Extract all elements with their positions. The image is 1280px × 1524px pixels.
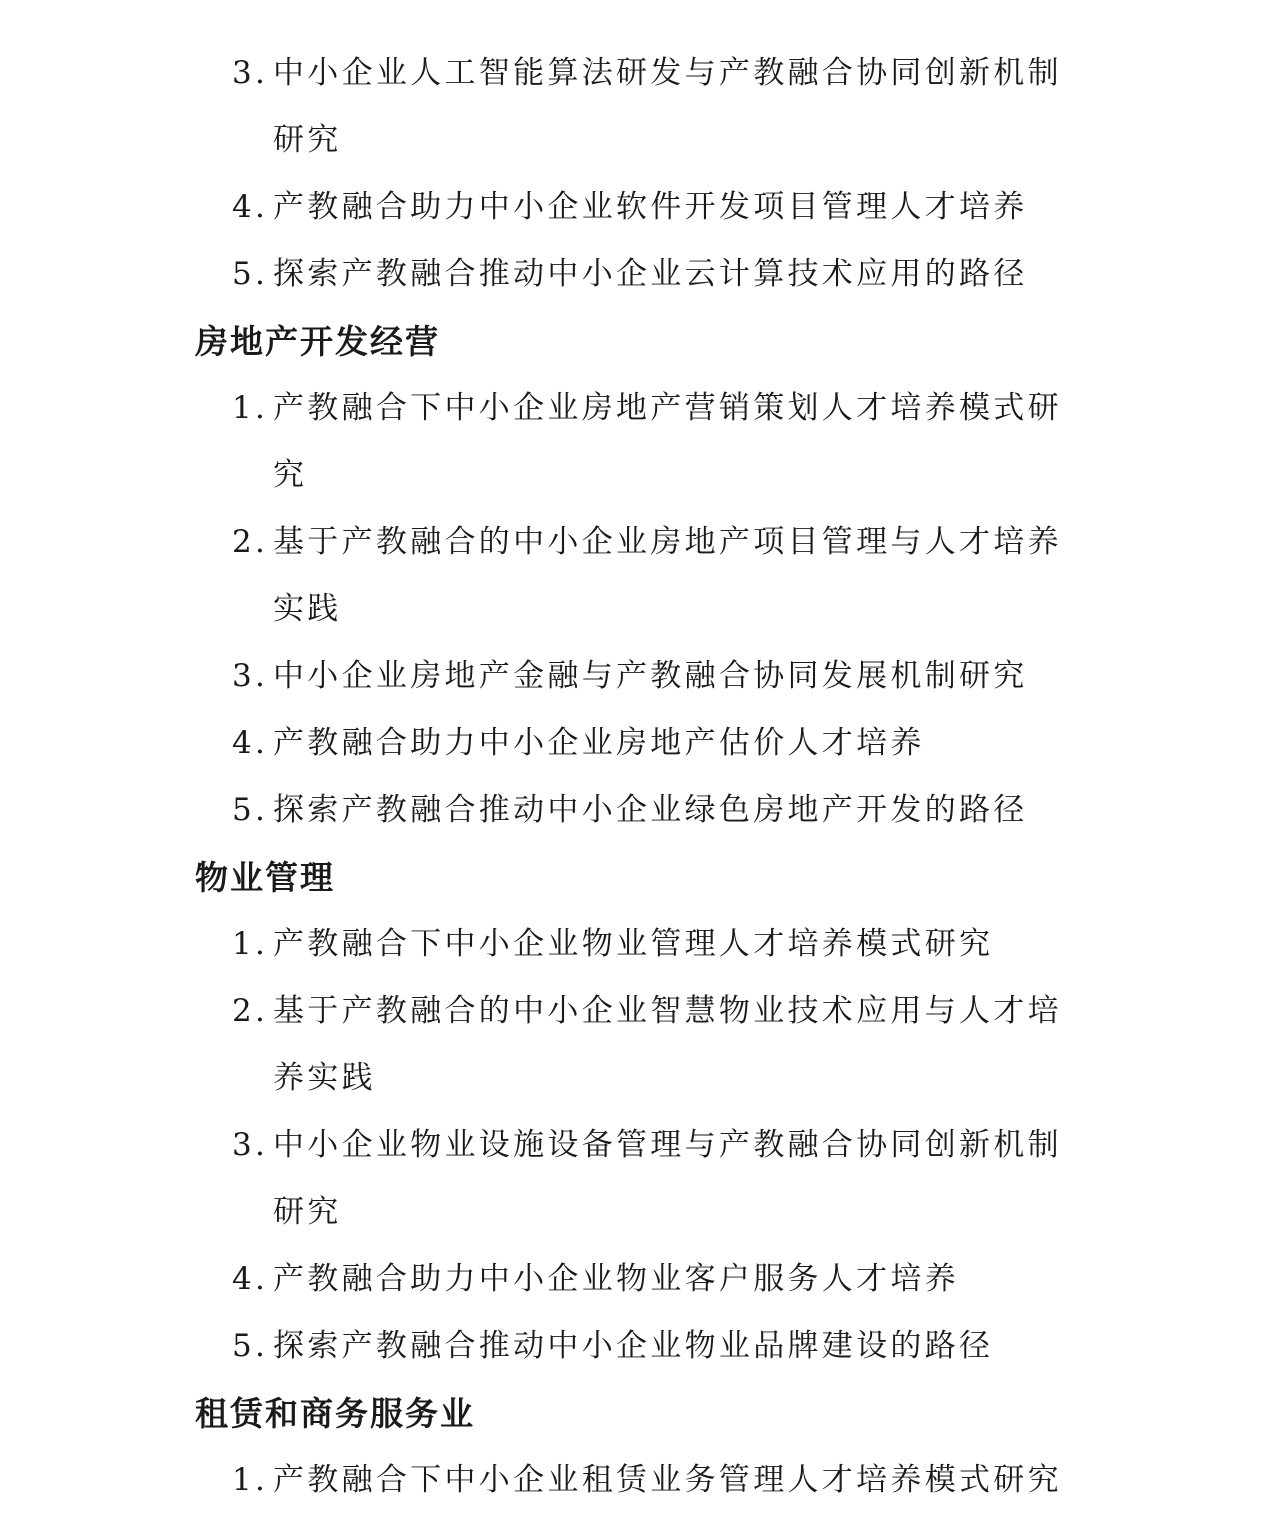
list-item (0, 777, 1280, 844)
list-item-text: 探索产教融合推动中小企业绿色房地产开发的路径 (273, 792, 1028, 828)
list-item-number: 4. (232, 189, 269, 225)
list-item-line (0, 1112, 1280, 1179)
list-item-line (0, 241, 1280, 308)
list-item-text: 中小企业房地产金融与产教融合协同发展机制研究 (273, 658, 1028, 694)
list-item-number: 5. (232, 1328, 269, 1364)
list-item-line (0, 777, 1280, 844)
list-item-line (0, 1447, 1280, 1514)
list-item-text: 研究 (273, 122, 342, 158)
list-item (0, 643, 1280, 710)
list-item-number: 3. (232, 55, 269, 91)
list-item-line (0, 978, 1280, 1045)
list-item-number: 5. (232, 256, 269, 292)
list-item-text: 产教融合下中小企业物业管理人才培养模式研究 (273, 926, 994, 962)
list-item (0, 1112, 1280, 1246)
list-item (0, 1313, 1280, 1380)
section (0, 1380, 1280, 1514)
list-item-text: 养实践 (273, 1060, 376, 1096)
list-item-line (0, 643, 1280, 710)
list-item (0, 710, 1280, 777)
list-item (0, 241, 1280, 308)
list-item-text: 基于产教融合的中小企业智慧物业技术应用与人才培 (273, 993, 1062, 1029)
list-item (0, 174, 1280, 241)
list-item-text: 中小企业物业设施设备管理与产教融合协同创新机制 (273, 1127, 1062, 1163)
list-item-line (0, 710, 1280, 777)
list-item-text: 研究 (273, 1194, 342, 1230)
list-item-line (0, 1179, 1280, 1246)
list-item-number: 1. (232, 1462, 269, 1498)
list-item-text: 产教融合助力中小企业软件开发项目管理人才培养 (273, 189, 1028, 225)
list-item-number: 1. (232, 390, 269, 426)
list-item (0, 40, 1280, 174)
list-item-text: 中小企业人工智能算法研发与产教融合协同创新机制 (273, 55, 1062, 91)
list-item-number: 3. (232, 1127, 269, 1163)
list-item-line (0, 509, 1280, 576)
list-item-text: 实践 (273, 591, 342, 627)
list-item-number: 1. (232, 926, 269, 962)
list-item-text: 产教融合下中小企业房地产营销策划人才培养模式研 (273, 390, 1062, 426)
section-heading: 租赁和商务服务业 (195, 1394, 475, 1433)
section (0, 40, 1280, 308)
section-heading: 物业管理 (195, 858, 335, 897)
list-item (0, 911, 1280, 978)
list-item-text: 探索产教融合推动中小企业云计算技术应用的路径 (273, 256, 1028, 292)
list-item (0, 509, 1280, 643)
list-item-number: 4. (232, 725, 269, 761)
list-item (0, 1447, 1280, 1514)
list-item (0, 375, 1280, 509)
list-item-text: 产教融合下中小企业租赁业务管理人才培养模式研究 (273, 1462, 1062, 1498)
section (0, 844, 1280, 1380)
list-item-line (0, 40, 1280, 107)
list-item-text: 究 (273, 457, 308, 493)
list-item-line (0, 174, 1280, 241)
list-item (0, 978, 1280, 1112)
list-item-text: 产教融合助力中小企业物业客户服务人才培养 (273, 1261, 959, 1297)
list-item-line (0, 375, 1280, 442)
list-item-number: 2. (232, 993, 269, 1029)
list-item-line (0, 107, 1280, 174)
list-item (0, 1246, 1280, 1313)
list-item-line (0, 576, 1280, 643)
list-item-text: 产教融合助力中小企业房地产估价人才培养 (273, 725, 925, 761)
list-item-line (0, 1045, 1280, 1112)
list-item-text: 基于产教融合的中小企业房地产项目管理与人才培养 (273, 524, 1062, 560)
section (0, 308, 1280, 844)
list-item-number: 2. (232, 524, 269, 560)
list-item-number: 4. (232, 1261, 269, 1297)
document-body (0, 40, 1280, 1514)
list-item-number: 3. (232, 658, 269, 694)
list-item-line (0, 1313, 1280, 1380)
list-item-line (0, 911, 1280, 978)
section-heading: 房地产开发经营 (195, 322, 440, 361)
list-item-number: 5. (232, 792, 269, 828)
list-item-text: 探索产教融合推动中小企业物业品牌建设的路径 (273, 1328, 994, 1364)
list-item-line (0, 442, 1280, 509)
list-item-line (0, 1246, 1280, 1313)
